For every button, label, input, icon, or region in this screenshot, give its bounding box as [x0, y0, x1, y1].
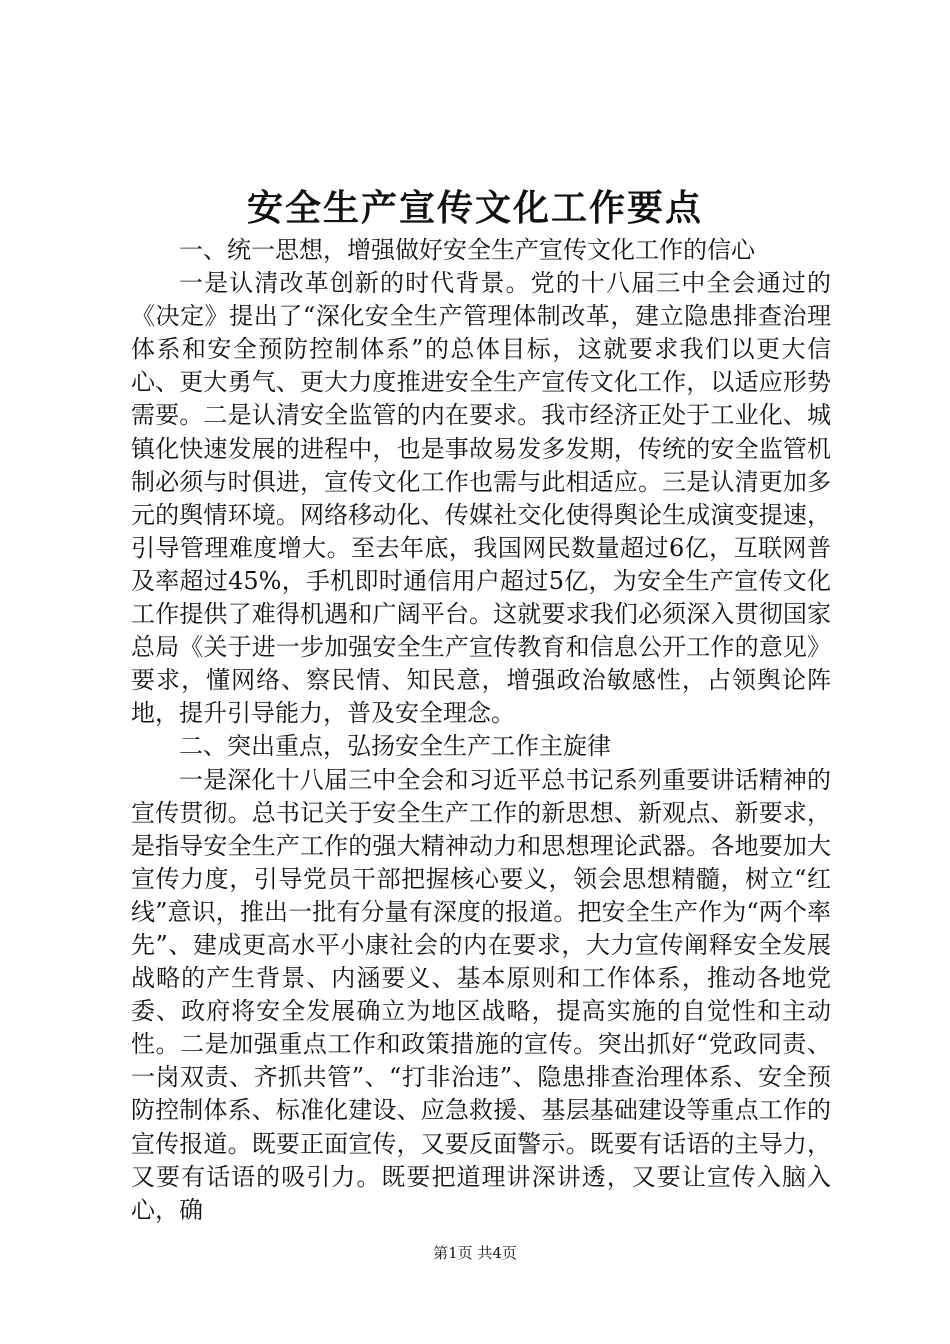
document-body [131, 234, 831, 1227]
body-paragraph-2: 一是深化十八届三中全会和习近平总书记系列重要讲话精神的宣传贯彻。总书记关于安全生产工作的新思想、新观点、新要求，是指导安全生产工作的强大精神动力和思想理论武器。各地要加大宣传力度，引导党员干部把握核心要义，领会思想精髓，树立“红线”意识，推出一批有分量有深度的报道。把安全生产作为“两个率先”、建成更高水平小康社会的内在要求，大力宣传阐释安全发展战略的产生背景、内涵要义、基本原则和工作体系，推动各地党委、政府将安全发展确立为地区战略，提高实施的自觉性和主动性。二是加强重点工作和政策措施的宣传。突出抓好“党政同责、一岗双责、齐抓共管”、“打非治违”、隐患排查治理体系、安全预防控制体系、标准化建设、应急救援、基层基础建设等重点工作的宣传报道。既要正面宣传，又要反面警示。既要有话语的主导力，又要有话语的吸引力。既要把道理讲深讲透，又要让宣传入脑入心，确 [131, 765, 831, 1224]
body-paragraph-1: 一是认清改革创新的时代背景。党的十八届三中全会通过的《决定》提出了“深化安全生产管理体制改革，建立隐患排查治理体系和安全预防控制体系”的总体目标，这就要求我们以更大信心、更大勇气、更大力度推进安全生产宣传文化工作，以适应形势需要。二是认清安全监管的内在要求。我市经济正处于工业化、城镇化快速发展的进程中，也是事故易发多发期，传统的安全监管机制必须与时俱进，宣传文化工作也需与此相适应。三是认清更加多元的舆情环境。网络移动化、传媒社交化使得舆论生成演变提速，引导管理难度增大。至去年底，我国网民数量超过6亿，互联网普及率超过45%，手机即时通信用户超过5亿，为安全生产宣传文化工作提供了难得机遇和广阔平台。这就要求我们必须深入贯彻国家总局《关于进一步加强安全生产宣传教育和信息公开工作的意见》要求，懂网络、察民情、知民意，增强政治敏感性，占领舆论阵地，提升引导能力，普及安全理念。 [131, 269, 831, 728]
section-heading-1: 一、统一思想，增强做好安全生产宣传文化工作的信心 [179, 236, 755, 264]
document-title: 安全生产宣传文化工作要点 [246, 187, 703, 229]
page-footer: 第1页 共4页 [433, 1244, 517, 1262]
section-heading-2: 二、突出重点，弘扬安全生产工作主旋律 [179, 732, 611, 761]
